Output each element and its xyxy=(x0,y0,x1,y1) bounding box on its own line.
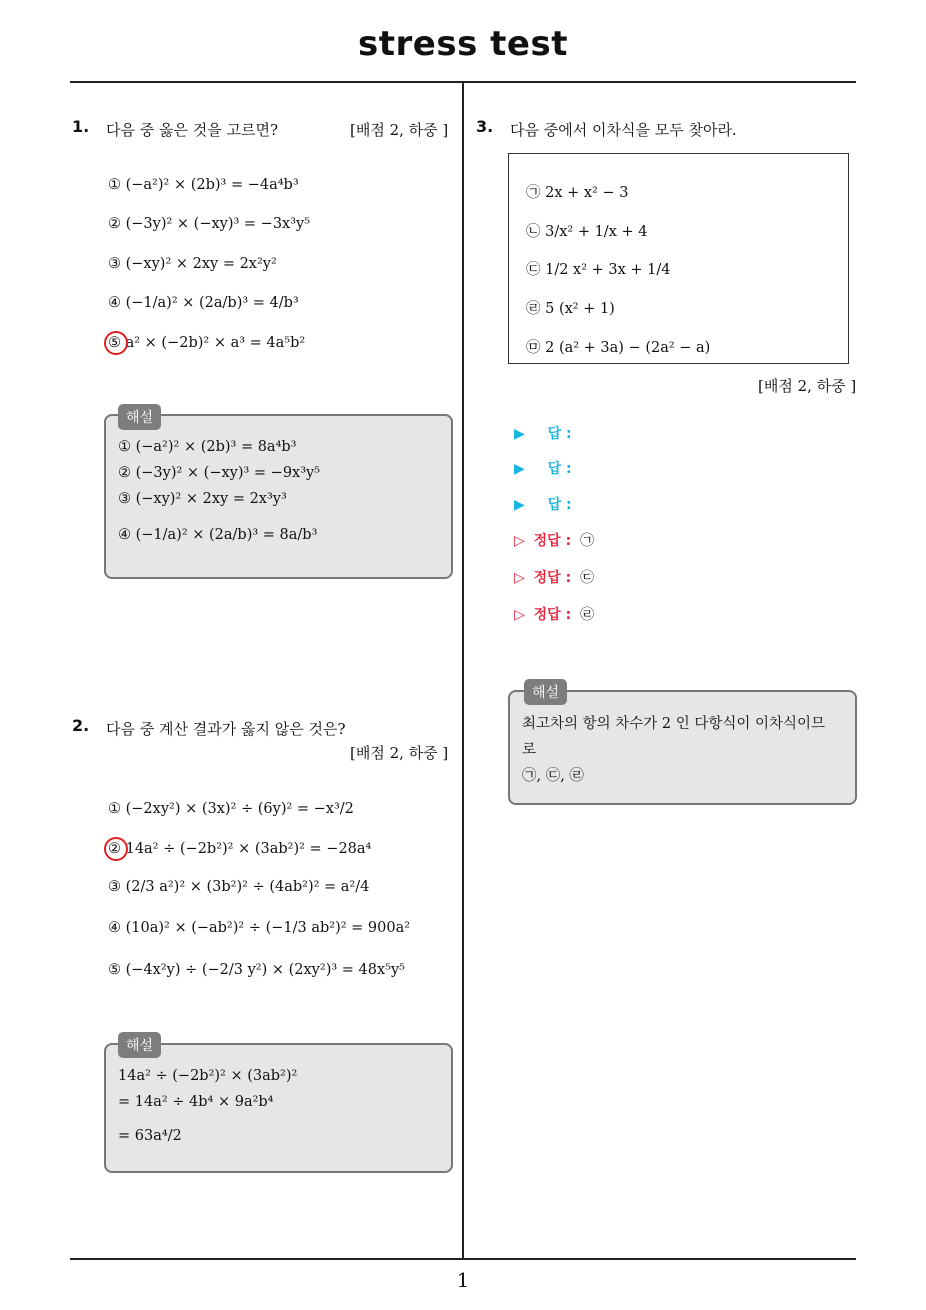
correct-arrow-icon: ▷ xyxy=(514,533,525,549)
q2-choice-5[interactable]: ⑤ (−4x²y) ÷ (−2/3 y²) × (2xy²)³ = 48x⁵y⁵ xyxy=(108,962,405,978)
answer-arrow-icon: ▶ xyxy=(514,426,525,442)
q3-solution-tag: 해설 xyxy=(524,679,567,705)
page-number: 1 xyxy=(456,1268,470,1292)
q3-number: 3. xyxy=(476,117,494,136)
q1-solution-line-1: ① (−a²)² × (2b)³ = 8a⁴b³ xyxy=(118,439,297,455)
q1-choice-2[interactable]: ② (−3y)² × (−xy)³ = −3x³y⁵ xyxy=(108,216,311,232)
q2-solution-line-2: = 14a² ÷ 4b⁴ × 9a²b⁴ xyxy=(118,1094,274,1110)
q1-choice-3[interactable]: ③ (−xy)² × 2xy = 2x²y² xyxy=(108,256,277,272)
q3-meta: [배점 2, 하중 ] xyxy=(758,377,857,395)
q3-solution-line-1: 최고차의 항의 차수가 2 인 다항식이 이차식이므 xyxy=(522,716,826,732)
q3-text: 다음 중에서 이차식을 모두 찾아라. xyxy=(510,121,737,139)
q1-choice-5[interactable]: ⑤ a² × (−2b)² × a³ = 4a⁵b² xyxy=(108,335,306,351)
q2-selected-circle xyxy=(104,837,128,861)
q3-correct-label-3: 정답 : xyxy=(533,607,572,623)
q3-correct-label-2: 정답 : xyxy=(533,570,572,586)
q3-condition-2: ㉡ 3/x² + 1/x + 4 xyxy=(526,224,648,240)
footer-rule xyxy=(70,1258,856,1260)
q1-solution-line-2: ② (−3y)² × (−xy)³ = −9x³y⁵ xyxy=(118,465,321,481)
q3-condition-4: ㉣ 5 (x² + 1) xyxy=(526,301,615,317)
q3-condition-5: ㉤ 2 (a² + 3a) − (2a² − a) xyxy=(526,340,711,356)
answer-arrow-icon: ▶ xyxy=(514,497,525,513)
q1-solution-tag: 해설 xyxy=(118,404,161,430)
q1-choice-1[interactable]: ① (−a²)² × (2b)³ = −4a⁴b³ xyxy=(108,177,299,193)
page-title: stress test xyxy=(358,24,568,64)
q2-choice-1[interactable]: ① (−2xy²) × (3x)² ÷ (6y)² = −x³/2 xyxy=(108,801,354,817)
q2-choice-4[interactable]: ④ (10a)² × (−ab²)² ÷ (−1/3 ab²)² = 900a² xyxy=(108,920,411,936)
q2-solution-tag: 해설 xyxy=(118,1032,161,1058)
q3-solution-box xyxy=(508,690,857,805)
q3-condition-1: ㉠ 2x + x² − 3 xyxy=(526,185,629,201)
correct-arrow-icon: ▷ xyxy=(514,570,525,586)
answer-arrow-icon: ▶ xyxy=(514,461,525,477)
q3-correct-value-1: ㉠ xyxy=(580,533,595,549)
q1-text: 다음 중 옳은 것을 고르면? xyxy=(106,121,279,139)
q2-number: 2. xyxy=(72,716,90,735)
q1-meta: [배점 2, 하중 ] xyxy=(350,121,449,139)
q2-meta: [배점 2, 하중 ] xyxy=(350,744,449,762)
q1-choice-4[interactable]: ④ (−1/a)² × (2a/b)³ = 4/b³ xyxy=(108,295,299,311)
correct-arrow-icon: ▷ xyxy=(514,607,525,623)
q3-answer-label-2[interactable]: 답 : xyxy=(547,461,572,477)
q3-answer-label-1[interactable]: 답 : xyxy=(547,426,572,442)
q3-condition-3: ㉢ 1/2 x² + 3x + 1/4 xyxy=(526,262,671,278)
q3-answer-label-3[interactable]: 답 : xyxy=(547,497,572,513)
q2-solution-line-1: 14a² ÷ (−2b²)² × (3ab²)² xyxy=(118,1068,298,1084)
q1-number: 1. xyxy=(72,117,90,136)
q2-choice-2[interactable]: ② 14a² ÷ (−2b²)² × (3ab²)² = −28a⁴ xyxy=(108,841,372,857)
q3-correct-value-2: ㉢ xyxy=(580,570,595,586)
q1-solution-line-4: ④ (−1/a)² × (2a/b)³ = 8a/b³ xyxy=(118,527,318,543)
q2-choice-3[interactable]: ③ (2/3 a²)² × (3b²)² ÷ (4ab²)² = a²/4 xyxy=(108,879,370,895)
q3-solution-line-3: ㉠, ㉢, ㉣ xyxy=(522,768,584,784)
q2-text: 다음 중 계산 결과가 옳지 않은 것은? xyxy=(106,720,346,738)
q1-solution-line-3: ③ (−xy)² × 2xy = 2x³y³ xyxy=(118,491,287,507)
q3-correct-label-1: 정답 : xyxy=(533,533,572,549)
q1-selected-circle xyxy=(104,331,128,355)
q2-solution-line-3: = 63a⁴/2 xyxy=(118,1128,182,1144)
q3-correct-value-3: ㉣ xyxy=(580,607,595,623)
column-divider xyxy=(462,83,464,1259)
q3-solution-line-2: 로 xyxy=(522,742,537,758)
